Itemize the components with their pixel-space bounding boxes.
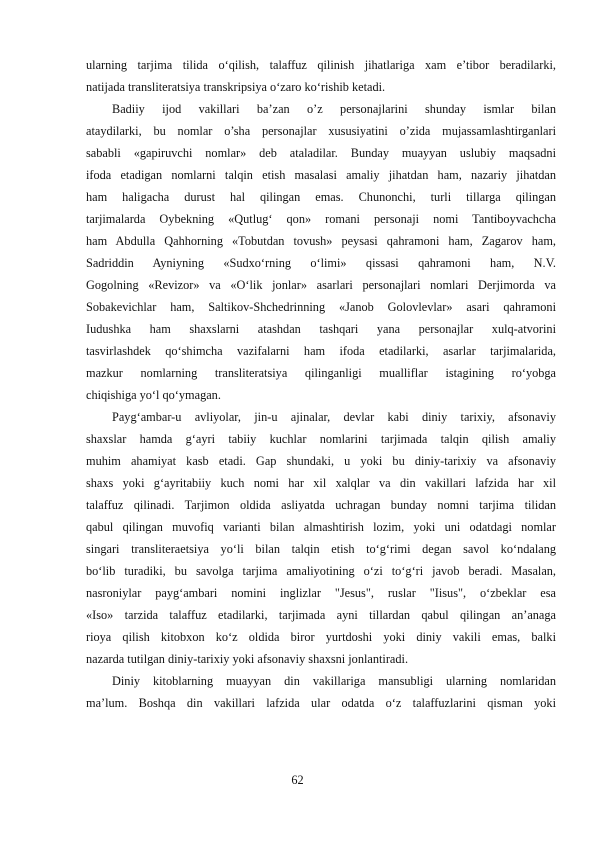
paragraph: [86, 406, 556, 670]
text-line: shaxslar hamda g‘ayri tabiiy kuchlar nomlarini tarjimada talqin qilish amaliy: [86, 432, 556, 446]
text-line: tarjimalarda Oybekning «Qutlug‘ qon» romani personaji nomi Tantiboyvachcha: [86, 212, 556, 226]
text-line: singari transliteraetsiya yo‘li bilan talqin etish to‘g‘rimi degan savol ko‘ndalang: [86, 542, 556, 556]
text-line: nazarda tutilgan diniy-tarixiy yoki afsonaviy shaxsni jonlantiradi.: [86, 652, 409, 666]
text-line: Gogolning «Revizor» va «O‘lik jonlar» asarlari personajlari nomlari Derjimorda va: [86, 278, 556, 292]
page-number: 62: [291, 773, 304, 787]
text-line: nasroniylar payg‘ambari nomini inglizlar "Jesus", ruslar "Iisus", o‘zbeklar esa: [86, 586, 556, 600]
text-line: natijada transliteratsiya transkripsiya o‘zaro ko‘rishib ketadi.: [86, 80, 386, 94]
text-line: sababli «gapiruvchi nomlar» deb ataladilar. Bunday muayyan uslubiy maqsadni: [86, 146, 556, 160]
paragraph: [86, 670, 556, 714]
text-line: mazkur nomlarning transliteratsiya qilinganligi mualliflar istagining ro‘yobga: [86, 366, 556, 380]
text-line: shaxs yoki g‘ayritabiiy kuch nomi har xil xalqlar va din vakillari lafzida har xil: [86, 476, 556, 490]
text-line: bo‘lib turadiki, bu savolga tarjima amaliyotining o‘zi to‘g‘ri javob beradi. Masalan,: [86, 564, 556, 578]
paragraph: [86, 54, 556, 98]
paragraph: [86, 98, 556, 406]
text-line: ham Abdulla Qahhorning «Tobutdan tovush» peysasi qahramoni ham, Zagarov ham,: [86, 234, 556, 248]
text-line: ma’lum. Boshqa din vakillari lafzida ular odatda o‘z talaffuzlarini qisman yoki: [86, 696, 556, 710]
text-line: Diniy kitoblarning muayyan din vakillariga mansubligi ularning nomlaridan: [112, 674, 556, 688]
text-line: tasvirlashdek qo‘shimcha vazifalarni ham ifoda etadilarki, asarlar tarjimalarida,: [86, 344, 556, 358]
text-line: muhim ahamiyat kasb etadi. Gap shundaki, u yoki bu diniy-tarixiy va afsonaviy: [86, 454, 556, 468]
text-line: ularning tarjima tilida o‘qilish, talaffuz qilinish jihatlariga xam e’tibor beradilarki,: [86, 58, 556, 72]
text-line: talaffuz qilinadi. Tarjimon oldida asliyatda uchragan bunday nomni tarjima tilidan: [86, 498, 556, 512]
text-line: Sadriddin Ayniyning «Sudxo‘rning o‘limi» qissasi qahramoni ham, N.V.: [86, 256, 556, 270]
text-line: Iudushka ham shaxslarni atashdan tashqari yana personajlar xulq-atvorini: [86, 322, 556, 336]
text-line: ataydilarki, bu nomlar o’sha personajlar xususiyatini o’zida mujassamlashtirganlari: [86, 124, 556, 138]
text-line: chiqishiga yo‘l qo‘ymagan.: [86, 388, 221, 402]
text-line: rioya qilish kitobxon ko‘z oldida biror yurtdoshi yoki diniy vakili emas, balki: [86, 630, 556, 644]
text-line: ham haligacha durust hal qilingan emas. Chunonchi, turli tillarga qilingan: [86, 190, 556, 204]
document-body: [86, 54, 556, 714]
text-line: Payg‘ambar-u avliyolar, jin-u ajinalar, devlar kabi diniy tarixiy, afsonaviy: [112, 410, 556, 424]
text-line: qabul qilingan muvofiq varianti bilan almashtirish lozim, yoki uni odatdagi nomlar: [86, 520, 556, 534]
text-line: Sobakevichlar ham, Saltikov-Shchedrinning «Janob Golovlevlar» asari qahramoni: [86, 300, 556, 314]
text-line: Badiiy ijod vakillari ba’zan o’z personajlarini shunday ismlar bilan: [112, 102, 556, 116]
text-line: ifoda etadigan nomlarni talqin etish masalasi amaliy jihatdan ham, nazariy jihatdan: [86, 168, 556, 182]
text-line: «Iso» tarzida talaffuz etadilarki, tarjimada ayni tillardan qabul qilingan an’anaga: [86, 608, 556, 622]
